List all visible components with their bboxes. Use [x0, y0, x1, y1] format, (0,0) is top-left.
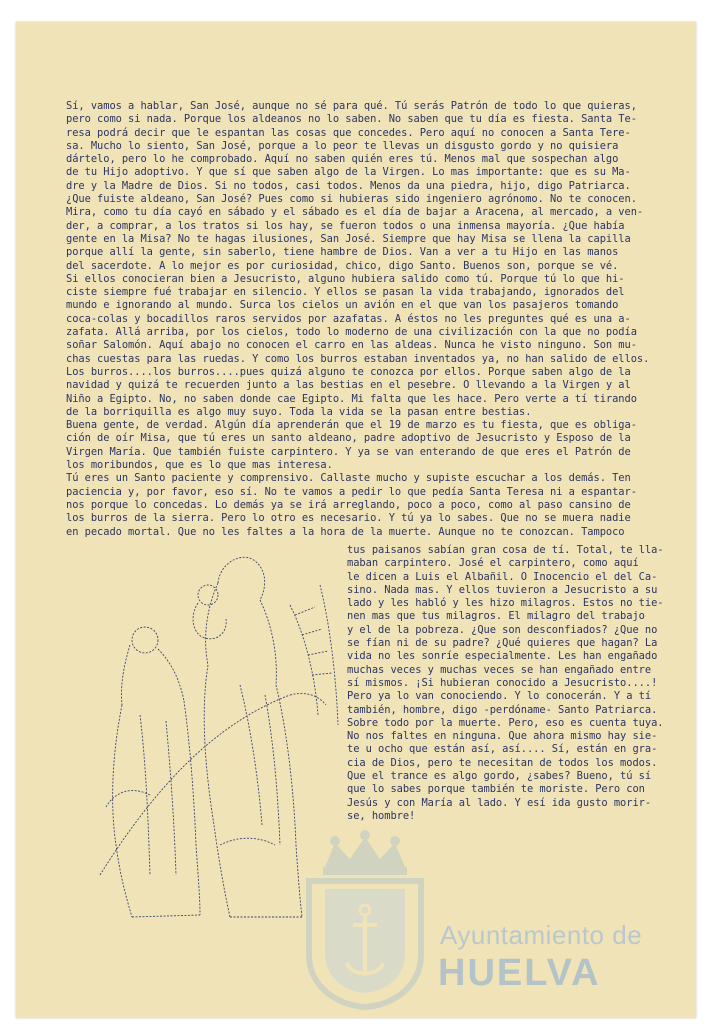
- watermark-ayuntamiento: Ayuntamiento de: [440, 920, 643, 950]
- column-text: tus paisanos sabían gran cosa de tí. Total, te lla- maban carpintero. José el carpintero, como aquí le dicen a Luis el Albañil. O Inocencio el del Ca- sino. Nada mas. Y ellos tuvieron a Jesucristo a su lado y les habló y les hizo milagros. Estos no tie- nen mas que tus milagros. El milagro del trabajo y el de la pobreza. ¿Que son desconfiados? ¿Que no se fían ni de su padre? ¿Qué quieres que hagan? La vida no les sonríe especialmente. Les han engañado muchas veces y muchas veces se han engañado entre sí mismos. ¡Si hubieran conocido a Jesucristo....! Pero ya lo van conociendo. Y lo conocerán. Y a tí también, hombre, digo -perdóname- Santo Patriarca. Sobre todo por la muerte. Pero, eso es cuenta tuya. No nos faltes en ninguna. Que ahora mismo hay sie- te u ocho que están así, así.... Sí, están en gra- cia de Dios, pero te necesitan de todos los modos. Que el trance es algo gordo, ¿sabes? Bueno, tú sí que lo sabes porque también te moriste. Pero con Jesús y con María al lado. Y esí ida gusto morir- se, hombre!: [347, 544, 664, 822]
- watermark-huelva: HUELVA: [438, 952, 601, 994]
- typed-letter-text: Sí, vamos a hablar, San José, aunque no sé para qué. Tú serás Patrón de todo lo que quieras, pero como si nada. Porque los aldeanos no lo saben. No saben que tu día es fiesta. Santa Te- resa podrá decir que le espantan las cosas que concedes. Pero aquí no conocen a Santa Tere- sa. Mucho lo siento, San José, porque a lo peor te llevas un disgusto gordo y no quisiera dártelo, pero lo he comprobado. Aquí no saben quién eres tú. Menos mal que sospechan algo de tu Hijo adoptivo. Y que sí que saben algo de la Virgen. Lo mas importante: que es su Ma- dre y la Madre de Dios. Si no todos, casi todos. Menos da una piedra, hijo, digo Patriarca. ¿Que fuiste aldeano, San José? Pues como si hubieras sido ingeniero agrónomo. No te conocen. Mira, como tu día cayó en sábado y el sábado es el día de bajar a Aracena, al mercado, a ven- der, a comprar, a los tratos si los hay, se fueron todos o una inmensa mayoría. ¿Que había gente en la Misa? No te hagas ilusiones, San José. Siempre que hay Misa se llena la capilla porque allí la gente, sin saberlo, tiene hambre de Dios. Van a ver a tu Hijo en las manos del sacerdote. A lo mejor es por curiosidad, chico, digo Santo. Buenos son, porque se vé. Si ellos conocieran bien a Jesucristo, alguno hubiera salido como tú. Porque tú lo que hi- ciste siempre fué trabajar en silencio. Y ellos se pasan la vida trabajando, ignorados del mundo e ignorando al mundo. Surca los cielos un avión en el que van los pasajeros tomando coca-colas y bocadillos raros servidos por azafatas. A éstos no les preguntes qué es una a- zafata. Allá arriba, por los cielos, todo lo moderno de una civilización con la que no podía soñar Salomón. Aquí abajo no conocen el carro en las aldeas. Nunca he visto ninguno. Son mu- chas cuestas para las ruedas. Y como los burros estaban inventados ya, no han salido de ellos. Los burros....los burros....pues quizá alguno te conozca por ellos. Porque saben algo de la navidad y quizá te recuerden junto a las bestias en el pesebre. O llevando a la Virgen y al Niño a Egipto. No, no saben donde cae Egipto. Mi falta que les hace. Pero verte a tí tirando de la borriquilla es algo muy suyo. Toda la vida se la pasan entre bestias. Buena gente, de verdad. Algún día aprenderán que el 19 de marzo es tu fiesta, que es obliga- ción de oír Misa, que tú eres un santo aldeano, padre adoptivo de Jesucristo y Esposo de la Virgen María. Que también fuiste carpintero. Y ya se van enterando de que eres el Patrón de los moribundos, que es lo que mas interesa. Tú eres un Santo paciente y comprensivo. Callaste mucho y supiste escuchar a los demás. Ten paciencia y, por favor, eso sí. No te vamos a pedir lo que pedía Santa Teresa ni a espantar- nos porque lo concedas. Lo demás ya se irá arreglando, poco a poco, como al paso cansino de los burros de la sierra. Pero lo otro es necesario. Y tú ya lo sabes. Que no se muera nadie en pecado mortal. Que no les faltes a la hora de la muerte. Aunque no te conozcan. Tampoco: [66, 100, 650, 538]
- huelva-seal-watermark: [295, 825, 435, 1010]
